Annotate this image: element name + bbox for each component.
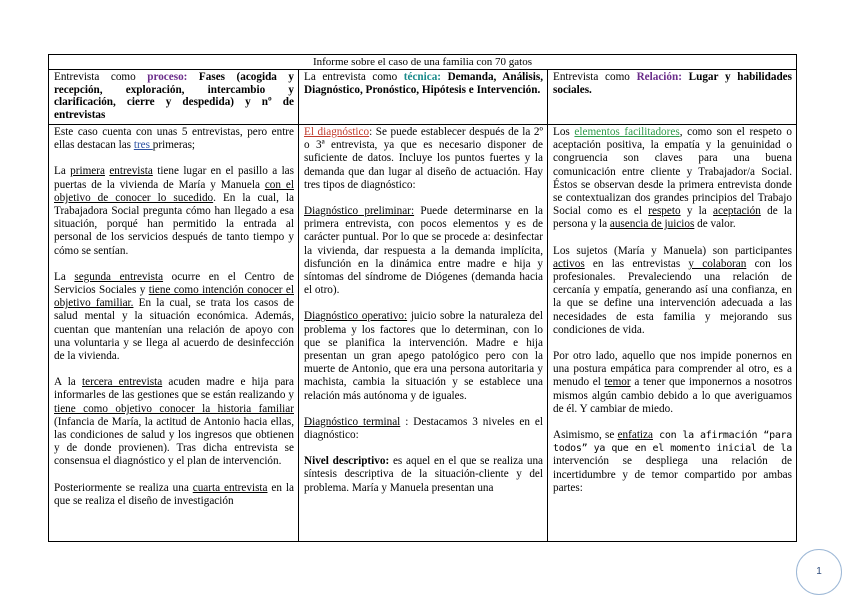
text: en la que se realiza el diseño de investigación — [54, 481, 294, 507]
technique-column — [299, 125, 548, 542]
text: Posteriormente se realiza una — [54, 481, 193, 494]
underlined-text: activos — [553, 257, 585, 270]
paragraph — [304, 126, 543, 192]
text: . En la cual, la Trabajadora Social pregunta cómo han llegado a esa situación, porqué han permitido la entrada al personal de los servicios después de tanto tiempo y cómo se sentían. — [54, 191, 294, 257]
header-keyword: Relación: — [636, 71, 682, 83]
underlined-text: tiene como objetivo conocer la historia familiar — [54, 402, 294, 415]
text: Los sujetos (María y Manuela) son participantes — [553, 244, 792, 257]
header-text: Demanda, Análisis, Diagnóstico, Pronóstico, Hipótesis e Intervención. — [304, 71, 543, 96]
paragraph — [54, 376, 294, 468]
text: en las entrevistas — [584, 257, 689, 270]
header-keyword: técnica: — [403, 71, 442, 83]
report-table — [48, 54, 797, 542]
underlined-text: temor — [604, 376, 631, 389]
text: acuden madre e hija para informarles de las gestiones que se están realizando y — [54, 376, 294, 402]
quoted-text: con la afirmación “para todos” ya que en el momento inicial de la — [553, 430, 792, 455]
paragraph — [304, 455, 543, 495]
paragraph — [54, 482, 294, 508]
page-number-badge: 1 — [796, 549, 842, 595]
bold-text: Nivel descriptivo: — [304, 455, 390, 468]
paragraph — [54, 165, 294, 257]
underlined-text: Diagnóstico terminal — [304, 415, 401, 428]
underlined-text: tercera entrevista — [82, 376, 163, 389]
text: (Infancia de María, la actitud de Antonio hacia ellas, las condiciones de salud y los ingresos que obtienen y de donde provienen). Tras dicha entrevista se consensua el diagnóstico y el plan de intervención. — [54, 415, 294, 468]
text: Puede determinarse en la primera entrevista, con pocos elementos y es de carácter puntual. Por lo que se procede a: desinfectar la vivienda, dar respuesta a la demanda implícita, disfunción en la dinámica entre madre e hija y síntomas del síndrome de Diógenes (demanda hacia el otro). — [304, 205, 543, 297]
text: A la — [54, 376, 83, 389]
text: , como son el respeto o aceptación positiva, la empatía y la genuinidad o congruencia son claves para una buena comunicación entre cliente y Trabajador/a Social. Éstos se observan desde la primera entrevista donde se contextualizan dos grandes principios del Trabajo Social como es el — [553, 126, 793, 218]
header-keyword: proceso: — [147, 71, 188, 83]
underlined-text: Diagnóstico operativo: — [304, 310, 408, 323]
underlined-text: primera — [70, 165, 105, 178]
text: La — [54, 270, 75, 283]
text: : Destacamos 3 niveles en el diagnóstico: — [304, 415, 543, 442]
paragraph — [553, 429, 792, 495]
diagnostico-link[interactable]: El diagnóstico — [304, 126, 370, 138]
text: es aquel en el que se realiza una síntesis descriptiva de la situación-cliente y del problema. María y Manuela presentan una — [304, 455, 544, 494]
text: de valor. — [694, 218, 736, 231]
text: Este caso cuenta con unas 5 entrevistas, pero entre ellas destacan las — [54, 126, 294, 152]
text: ocurre en el Centro de Servicios Sociales y — [54, 270, 294, 297]
underlined-text: Diagnóstico preliminar: — [304, 205, 415, 218]
underlined-text: tiene como intención conocer el objetivo familiar. — [54, 284, 294, 310]
relation-column — [548, 125, 796, 542]
paragraph — [304, 205, 543, 297]
text: La — [54, 165, 71, 178]
text: con los profesionales. Prevaleciendo una relación de cercanía y empatía, generando así una confianza, en la que se define una intervención adecuada a las necesidades de esta familia y mejorando sus condiciones de vida. — [553, 257, 792, 336]
paragraph — [54, 126, 294, 152]
paragraph — [553, 126, 792, 232]
text: primeras; — [152, 139, 196, 152]
text: intervención se despliega una relación de incertidumbre y de temor compartido por ambas partes: — [553, 455, 792, 494]
header-technique — [299, 70, 548, 124]
underlined-text: con el objetivo de conocer lo sucedido — [54, 178, 294, 204]
underlined-text: segunda entrevista — [74, 270, 164, 283]
header-text: La entrevista como — [304, 71, 404, 83]
text: de la persona y la — [553, 205, 792, 231]
text: Los — [553, 126, 575, 138]
header-row — [49, 70, 796, 125]
body-row — [49, 125, 796, 542]
text: a tener que imponernos a nosotros mismos algún cambio debido a lo que averiguamos de él. Y cambiar de miedo. — [553, 376, 792, 415]
underlined-text: ausencia de juicios — [609, 218, 695, 231]
process-column — [49, 125, 299, 542]
text: juicio sobre la naturaleza del problema y los factores que lo determinan, con lo que se planifica la intervención. Madre e hija presentan un gran apego patológico pero con la muerte de Antonio, que era una persona autoritaria y machista, cambia la situación y se establece una relación más autónoma y de iguales. — [304, 310, 543, 402]
header-text: Fases (acogida y recepción, exploración, intercambio y clarificación, cierre y despedida) y nº de entrevistas — [54, 71, 294, 121]
underlined-text: enfatiza — [617, 429, 653, 442]
text: y la — [680, 205, 714, 218]
elementos-link[interactable]: elementos facilitadores — [574, 126, 680, 138]
header-relation — [548, 70, 796, 124]
underlined-text: aceptación — [713, 205, 761, 218]
header-text: Entrevista como — [553, 71, 637, 83]
text: Por otro lado, aquello que nos impide ponernos en una postura empática para comprender al otro, es a menudo el — [553, 350, 792, 389]
link-tres[interactable]: tres — [133, 139, 153, 152]
underlined-text: entrevista — [109, 165, 153, 178]
text: : Se puede establecer después de la 2º o 3ª entrevista, ya que es necesario disponer de suficiente de datos. Incluye los puntos fuertes y la demanda que dan lugar al diseño de actuación. Hay tres tipos de diagnóstico: — [304, 126, 543, 191]
text: En la cual, se trata los casos de salud mental y la situación económica. Además, cuentan que mantenían una relación de apoyo con una voluntaria y se llega al acuerdo de desinfección de la vivienda. — [54, 297, 294, 363]
table-title: Informe sobre el caso de una familia con 70 gatos — [49, 55, 796, 70]
text: tiene lugar en el pasillo a las puertas de la vivienda de María y Manuela — [54, 165, 294, 191]
header-text: Entrevista como — [54, 71, 148, 83]
header-process — [49, 70, 299, 124]
underlined-text: cuarta entrevista — [192, 481, 268, 494]
paragraph — [553, 350, 792, 416]
paragraph — [304, 310, 543, 402]
paragraph — [54, 271, 294, 363]
header-text: Lugar y habilidades sociales. — [553, 71, 792, 96]
text: Asimismo, se — [553, 429, 618, 442]
underlined-text: respeto — [648, 205, 681, 218]
underlined-text: y colaboran — [688, 257, 747, 270]
paragraph — [553, 245, 792, 337]
paragraph — [304, 416, 543, 442]
